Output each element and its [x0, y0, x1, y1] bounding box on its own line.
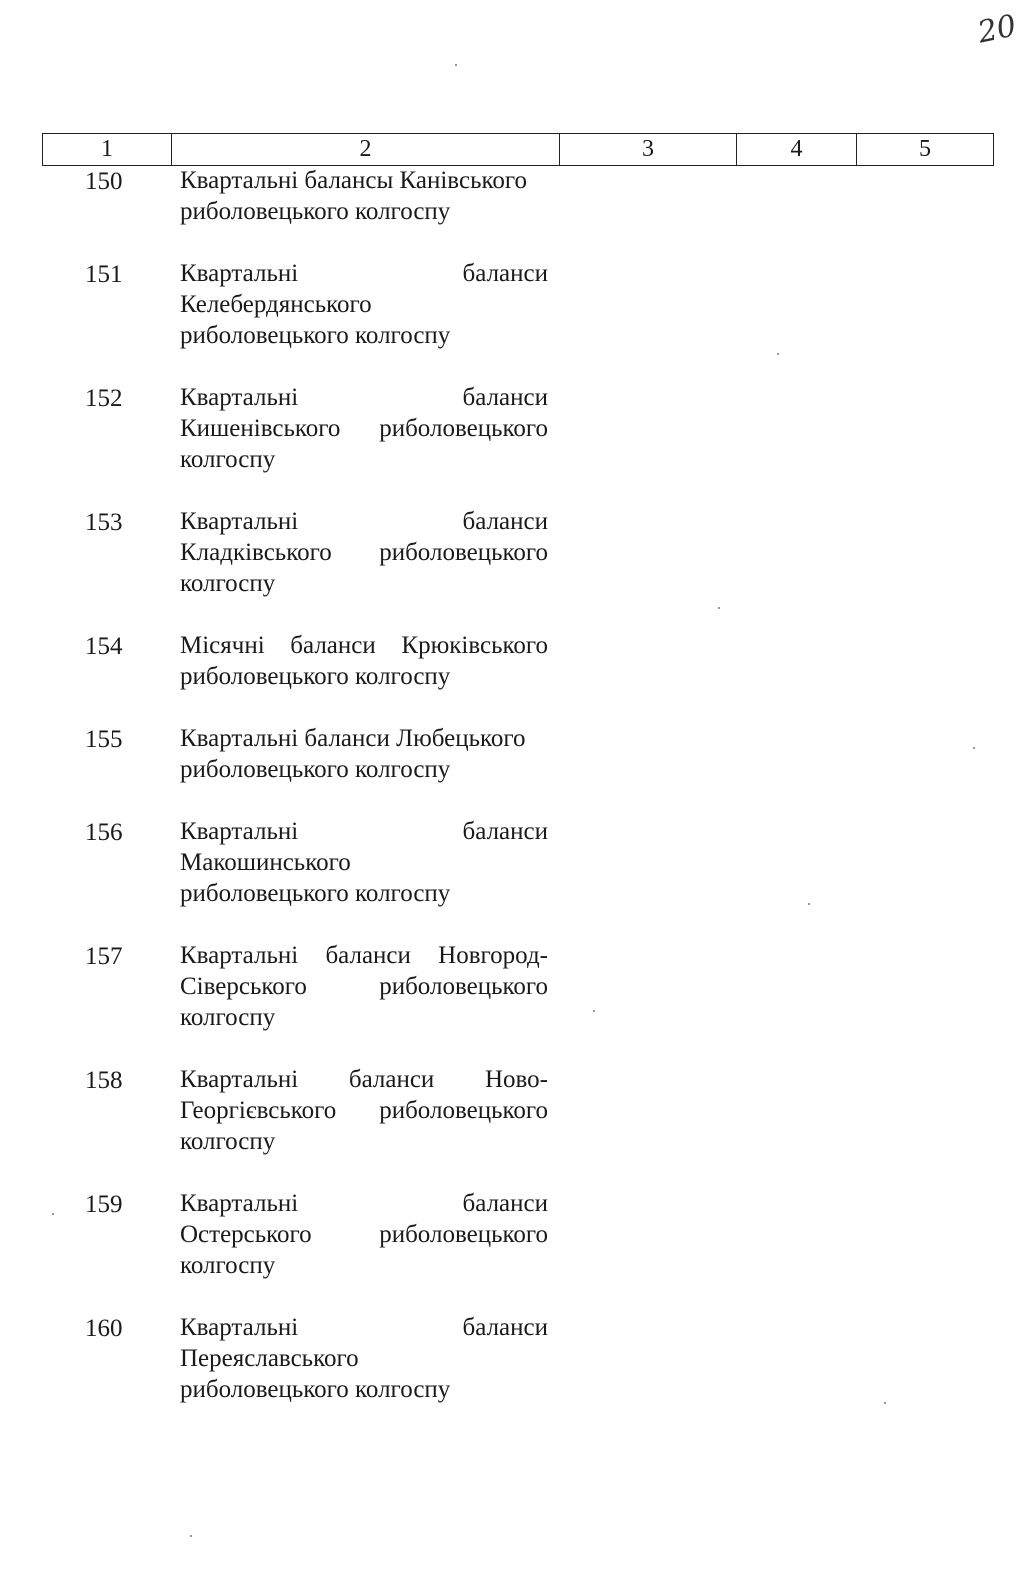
list-item: [0, 506, 1024, 599]
description-word: баланси: [462, 384, 548, 411]
description-line: [180, 382, 548, 413]
description-line: [180, 1126, 548, 1157]
entry-number: 150: [85, 168, 123, 195]
description-word: Ново-: [484, 1066, 548, 1093]
list-item: [0, 630, 1024, 692]
description-word: риболовецького: [379, 973, 548, 1000]
entry-description: [180, 940, 548, 1033]
description-line: [180, 1250, 548, 1281]
scan-speck: [884, 1402, 886, 1404]
entry-description: [180, 1312, 548, 1405]
description-word: колгоспу: [180, 1004, 276, 1031]
description-word: риболовецького колгоспу: [180, 663, 451, 690]
description-line: [180, 1188, 548, 1219]
scan-speck: [808, 903, 810, 905]
description-word: риболовецького: [379, 1221, 548, 1248]
description-word: баланси: [290, 632, 376, 659]
description-word: Квартальні: [180, 384, 299, 411]
description-word: Крюківського: [401, 632, 548, 659]
entry-description: [180, 165, 548, 227]
description-word: колгоспу: [180, 1128, 276, 1155]
description-word: баланси: [462, 818, 548, 845]
entry-description: [180, 506, 548, 599]
description-line: [180, 816, 548, 847]
scan-speck: [593, 1010, 595, 1012]
entry-number: 160: [85, 1315, 123, 1342]
entry-description: [180, 1064, 548, 1157]
description-word: Кладківського: [180, 539, 332, 566]
description-line: [180, 754, 548, 785]
description-word: риболовецького колгоспу: [180, 880, 451, 907]
header-cell-3: 3: [560, 134, 737, 165]
description-word: баланси: [462, 1190, 548, 1217]
description-line: [180, 723, 548, 754]
description-word: риболовецького: [379, 1097, 548, 1124]
entry-description: [180, 816, 548, 909]
description-word: риболовецького колгоспу: [180, 322, 451, 349]
entry-description: [180, 382, 548, 475]
description-line: [180, 661, 548, 692]
entry-number: 151: [85, 261, 123, 288]
scan-speck: [973, 747, 975, 749]
scan-speck: [190, 1535, 192, 1537]
list-item: [0, 1312, 1024, 1405]
description-line: [180, 1219, 548, 1250]
page-number: 20: [974, 8, 1020, 51]
description-word: риболовецького колгоспу: [180, 756, 451, 783]
description-word: колгоспу: [180, 446, 276, 473]
description-line: [180, 1064, 548, 1095]
description-word: Квартальні балансы Канівського: [180, 167, 527, 194]
description-word: Макошинського: [180, 849, 351, 876]
description-word: баланси: [462, 1314, 548, 1341]
description-line: [180, 971, 548, 1002]
list-item: [0, 723, 1024, 785]
header-cell-4: 4: [737, 134, 857, 165]
entry-number: 155: [85, 726, 123, 753]
description-word: Келебердянського: [180, 291, 372, 318]
description-word: Квартальні: [180, 818, 299, 845]
list-item: [0, 1188, 1024, 1281]
description-word: риболовецького колгоспу: [180, 1376, 451, 1403]
description-word: колгоспу: [180, 1252, 276, 1279]
entry-number: 158: [85, 1067, 123, 1094]
description-word: Квартальні: [180, 1314, 299, 1341]
header-cell-2: 2: [172, 134, 560, 165]
scan-speck: [455, 64, 457, 66]
list-item: [0, 258, 1024, 351]
description-word: Кишенівського: [180, 415, 341, 442]
description-word: Квартальні: [180, 1190, 299, 1217]
description-line: [180, 1312, 548, 1343]
entry-number: 156: [85, 819, 123, 846]
description-word: Місячні: [180, 632, 265, 659]
entry-description: [180, 723, 548, 785]
description-line: [180, 289, 548, 320]
description-word: баланси: [462, 260, 548, 287]
description-word: Квартальні баланси Любецького: [180, 725, 526, 752]
description-line: [180, 878, 548, 909]
description-line: [180, 413, 548, 444]
list-item: [0, 1064, 1024, 1157]
description-line: [180, 1374, 548, 1405]
description-word: Сіверського: [180, 973, 307, 1000]
description-line: [180, 847, 548, 878]
entries-list: [0, 165, 1024, 1436]
description-line: [180, 537, 548, 568]
entry-number: 152: [85, 385, 123, 412]
entry-number: 153: [85, 509, 123, 536]
entry-description: [180, 630, 548, 692]
description-word: Новгород-: [438, 942, 548, 969]
description-word: баланси: [462, 508, 548, 535]
list-item: [0, 816, 1024, 909]
scan-speck: [718, 607, 720, 609]
description-word: баланси: [325, 942, 411, 969]
description-word: риболовецького колгоспу: [180, 198, 451, 225]
description-line: [180, 568, 548, 599]
description-word: Остерського: [180, 1221, 312, 1248]
scan-speck: [52, 1213, 54, 1215]
description-line: [180, 165, 548, 196]
entry-description: [180, 1188, 548, 1281]
description-line: [180, 320, 548, 351]
description-line: [180, 506, 548, 537]
description-line: [180, 196, 548, 227]
entry-description: [180, 258, 548, 351]
description-line: [180, 1002, 548, 1033]
description-word: Переяславського: [180, 1345, 359, 1372]
description-word: баланси: [348, 1066, 435, 1093]
scan-speck: [777, 353, 779, 355]
header-cell-5: 5: [919, 136, 931, 162]
description-word: риболовецького: [379, 539, 548, 566]
description-line: [180, 444, 548, 475]
description-word: Квартальні: [180, 260, 299, 287]
list-item: [0, 382, 1024, 475]
description-word: риболовецького: [379, 415, 548, 442]
table-header: [42, 133, 994, 166]
list-item: [0, 940, 1024, 1033]
description-line: [180, 1095, 548, 1126]
list-item: [0, 165, 1024, 227]
header-cell-1: 1: [43, 134, 172, 165]
description-word: колгоспу: [180, 570, 276, 597]
description-word: Квартальні: [180, 508, 299, 535]
entry-number: 157: [85, 943, 123, 970]
description-line: [180, 630, 548, 661]
description-word: Квартальні: [180, 942, 299, 969]
description-word: Георгієвського: [180, 1097, 337, 1124]
description-line: [180, 940, 548, 971]
entry-number: 159: [85, 1191, 123, 1218]
description-line: [180, 1343, 548, 1374]
description-line: [180, 258, 548, 289]
description-word: Квартальні: [180, 1066, 299, 1093]
entry-number: 154: [85, 633, 123, 660]
